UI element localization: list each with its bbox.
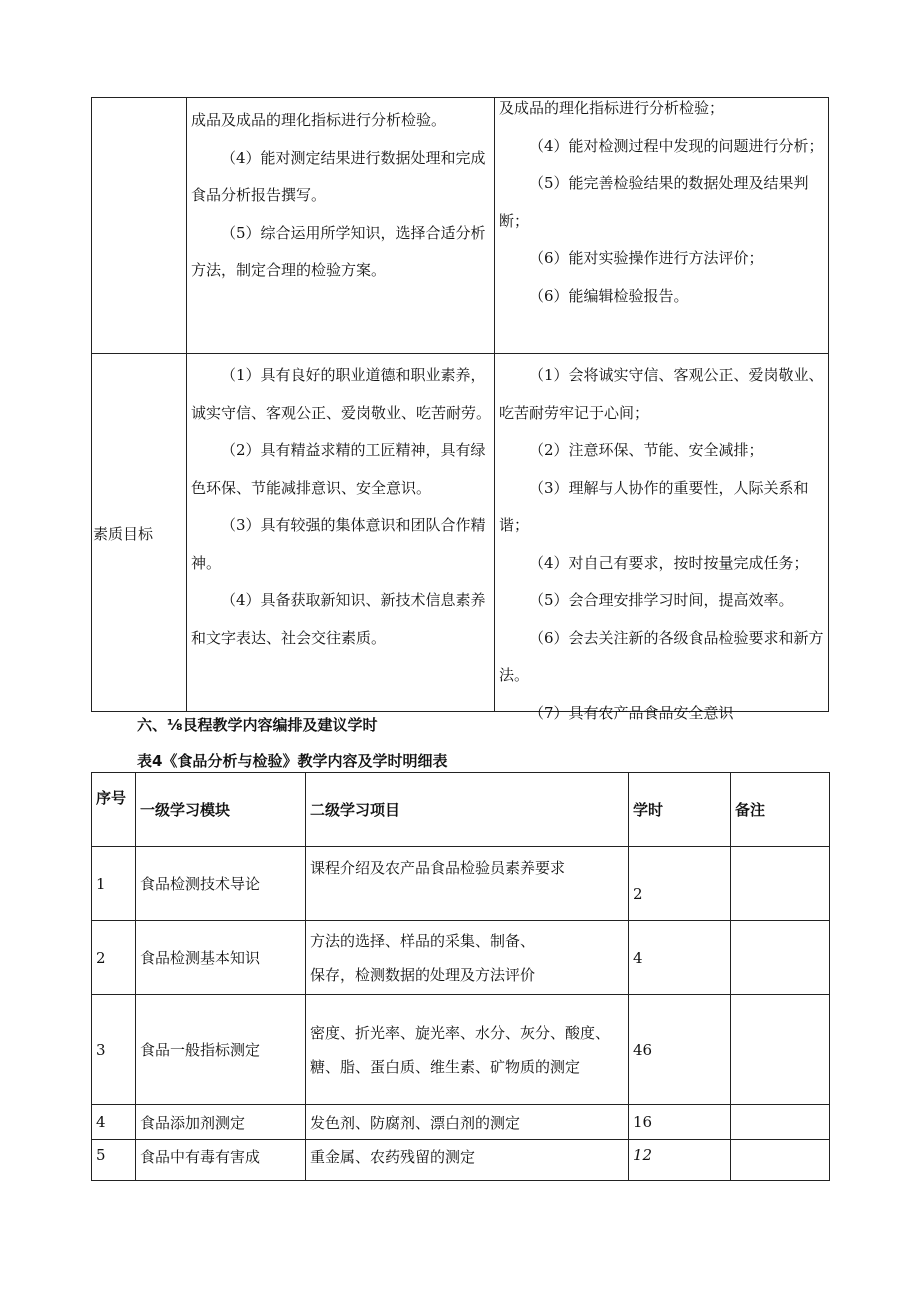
text-line: （5）能完善检验结果的数据处理及结果判断； (499, 174, 809, 230)
text-line: （2）注意环保、节能、安全减排； (529, 441, 764, 459)
header-items: 二级学习项目 (306, 773, 629, 847)
header-no: 序号 (92, 773, 136, 847)
content-hours-table (91, 772, 830, 1181)
header-hours: 学时 (629, 773, 731, 847)
cell-module: 食品一般指标测定 (136, 995, 306, 1105)
text-line: （4）能对测定结果进行数据处理和完成食品分析报告撰写。 (191, 148, 486, 204)
table-row (92, 921, 830, 995)
text-line: （4）对自己有要求，按时按量完成任务； (529, 553, 809, 572)
text-line: （1）具有良好的职业道德和职业素养，诚实守信、客观公正、爱岗敬业、吃苦耐劳。 (191, 366, 492, 422)
cell-note (731, 995, 830, 1105)
quality-goal-label: 素质目标 (93, 525, 154, 543)
cell-module: 食品添加剂测定 (136, 1105, 306, 1140)
objectives-table (91, 97, 829, 722)
header-note: 备注 (731, 773, 830, 847)
table-header-row (92, 773, 830, 847)
table-caption: 表4《食品分析与检验》教学内容及学时明细表 (137, 752, 448, 770)
cell-note (731, 921, 830, 995)
cell-items: 重金属、农药残留的测定 (306, 1140, 629, 1181)
section-heading: 六、⅛艮程教学内容编排及建议学时 (137, 716, 378, 734)
table-row (92, 847, 830, 921)
item-line: 密度、折光率、旋光率、水分、灰分、酸度、 (310, 1023, 611, 1042)
text-line: （5）会合理安排学习时间，提高效率。 (529, 591, 794, 609)
table-row (92, 1140, 830, 1181)
column-divider (494, 98, 495, 711)
cell-note (731, 1105, 830, 1140)
row-divider (92, 353, 828, 354)
cell-no: 3 (92, 995, 136, 1105)
cell-note (731, 847, 830, 921)
text-line: （4）具备获取新知识、新技术信息素养和文字表达、社会交往素质。 (191, 591, 486, 647)
cell-hours: 2 (629, 847, 731, 921)
text-line: （5）综合运用所学知识，选择合适分析方法，制定合理的检验方案。 (191, 223, 486, 279)
cell-hours: 46 (629, 995, 731, 1105)
item-line: 方法的选择、样品的采集、制备、 (310, 931, 536, 950)
cell-hours: 12 (629, 1140, 731, 1181)
cell-module: 食品检测技术导论 (136, 847, 306, 921)
cell-items (306, 921, 629, 995)
cell-no: 4 (92, 1105, 136, 1140)
cell-hours: 4 (629, 921, 731, 995)
text-line: （6）能编辑检验报告。 (529, 286, 689, 305)
text-line: （2）具有精益求精的工匠精神，具有绿色环保、节能减排意识、安全意识。 (191, 441, 486, 497)
cell-hours: 16 (629, 1105, 731, 1140)
cell-module: 食品检测基本知识 (136, 921, 306, 995)
item-line: 保存，检测数据的处理及方法评价 (310, 965, 536, 984)
column-divider (186, 98, 187, 711)
row2-quality-cell (191, 357, 491, 712)
text-line: （6）能对实验操作进行方法评价； (529, 249, 764, 267)
header-module: 一级学习模块 (136, 773, 306, 847)
cell-note (731, 1140, 830, 1181)
text-line: 及成品的理化指标进行分析检验； (499, 99, 725, 117)
cell-no: 2 (92, 921, 136, 995)
item-line: 糖、脂、蛋白质、维生素、矿物质的测定 (310, 1057, 581, 1076)
table-row (92, 1105, 830, 1140)
text-line: （7）具有农产品食品安全意识 (529, 703, 734, 722)
cell-items (306, 995, 629, 1105)
cell-items: 课程介绍及农产品食品检验员素养要求 (306, 847, 629, 921)
cell-no: 1 (92, 847, 136, 921)
text-line: （4）能对检测过程中发现的问题进行分析； (529, 136, 824, 155)
text-line: （6）会去关注新的各级食品检验要求和新方法。 (499, 628, 824, 684)
cell-no: 5 (92, 1140, 136, 1181)
table-row (92, 995, 830, 1105)
cell-items: 发色剂、防腐剂、漂白剂的测定 (306, 1105, 629, 1140)
text-line: （3）理解与人协作的重要性，人际关系和谐； (499, 478, 809, 534)
text-line: 成品及成品的理化指标进行分析检验。 (191, 111, 447, 129)
text-line: （3）具有较强的集体意识和团队合作精神。 (191, 516, 486, 572)
text-line: （1）会将诚实守信、客观公正、爱岗敬业、吃苦耐劳牢记于心间； (499, 366, 824, 422)
cell-module: 食品中有毒有害成 (136, 1140, 306, 1181)
row1-requirement-cell (499, 90, 827, 352)
row1-ability-cell (191, 102, 491, 352)
row2-requirement-cell (499, 357, 827, 722)
